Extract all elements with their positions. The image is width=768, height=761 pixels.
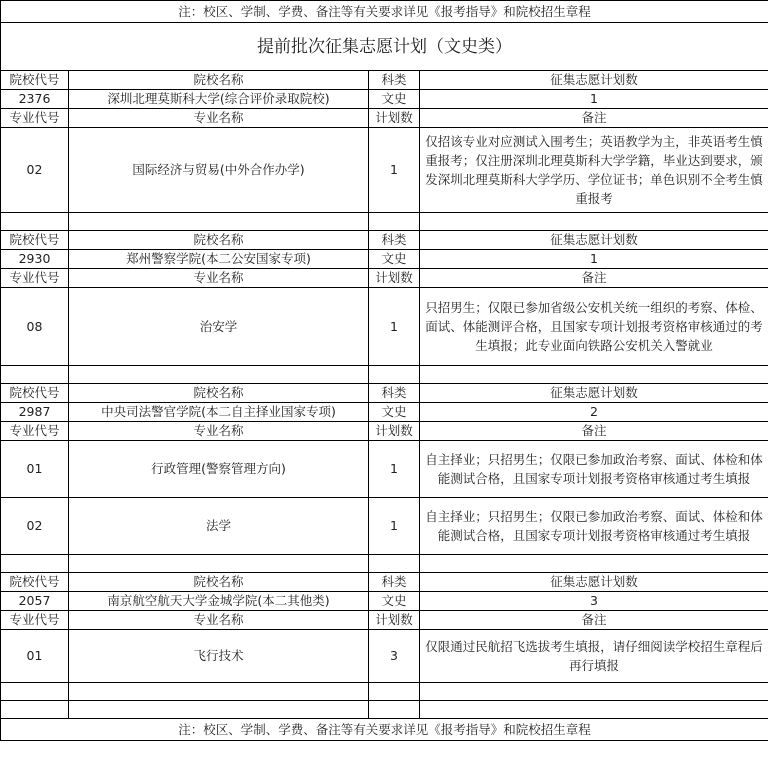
- major-remark: 自主择业；只招男生；仅限已参加政治考察、面试、体检和体能测试合格，且国家专项计划报考资格审核通过考生填报: [420, 441, 768, 498]
- school-name-header: 院校名称: [69, 231, 369, 250]
- major-code: 02: [1, 128, 69, 213]
- school-header-row: [1, 231, 768, 250]
- school-category: 文史: [369, 90, 420, 109]
- major-remark: 自主择业；只招男生；仅限已参加政治考察、面试、体检和体能测试合格，且国家专项计划报考资格审核通过考生填报: [420, 498, 768, 555]
- major-name-header: 专业名称: [69, 422, 369, 441]
- plan-header: 计划数: [369, 269, 420, 288]
- major-remark: 仅招该专业对应测试入围考生；英语教学为主，非英语考生慎重报考；仅注册深圳北理莫斯科大学学籍，毕业达到要求，颁发深圳北理莫斯科大学学历、学位证书；单色识别不全考生慎重报考: [420, 128, 768, 213]
- remark-header: 备注: [420, 269, 768, 288]
- major-name: 治安学: [69, 288, 369, 366]
- major-header-row: [1, 109, 768, 128]
- plan-header: 计划数: [369, 611, 420, 630]
- major-name-header: 专业名称: [69, 109, 369, 128]
- category-header: 科类: [369, 384, 420, 403]
- school-code: 2376: [1, 90, 69, 109]
- major-row: [1, 498, 768, 555]
- school-code: 2057: [1, 592, 69, 611]
- category-header: 科类: [369, 573, 420, 592]
- top-note: 注：校区、学制、学费、备注等有关要求详见《报考指导》和院校招生章程: [1, 1, 768, 23]
- remark-header: 备注: [420, 109, 768, 128]
- school-code-header: 院校代号: [1, 231, 69, 250]
- major-row: [1, 441, 768, 498]
- school-code: 2930: [1, 250, 69, 269]
- plan-count-header: 征集志愿计划数: [420, 384, 768, 403]
- major-remark: 仅限通过民航招飞选拔考生填报，请仔细阅读学校招生章程后再行填报: [420, 630, 768, 683]
- major-row: [1, 630, 768, 683]
- major-row: [1, 288, 768, 366]
- major-plan: 1: [369, 441, 420, 498]
- plan-header: 计划数: [369, 422, 420, 441]
- plan-count-header: 征集志愿计划数: [420, 231, 768, 250]
- school-category: 文史: [369, 403, 420, 422]
- school-row: [1, 592, 768, 611]
- spacer-row: [1, 701, 768, 719]
- school-row: [1, 90, 768, 109]
- school-row: [1, 250, 768, 269]
- school-name-header: 院校名称: [69, 384, 369, 403]
- school-name: 南京航空航天大学金城学院(本二其他类): [69, 592, 369, 611]
- major-header-row: [1, 269, 768, 288]
- major-name: 行政管理(警察管理方向): [69, 441, 369, 498]
- plan-header: 计划数: [369, 109, 420, 128]
- category-header: 科类: [369, 71, 420, 90]
- major-remark: 只招男生；仅限已参加省级公安机关统一组织的考察、体检、面试、体能测评合格，且国家专项计划报考资格审核通过的考生填报；此专业面向铁路公安机关入警就业: [420, 288, 768, 366]
- major-plan: 1: [369, 498, 420, 555]
- school-name-header: 院校名称: [69, 573, 369, 592]
- spacer-row: [1, 366, 768, 384]
- school-name: 中央司法警官学院(本二自主择业国家专项): [69, 403, 369, 422]
- school-plan: 3: [420, 592, 768, 611]
- major-row: [1, 128, 768, 213]
- major-code: 08: [1, 288, 69, 366]
- spacer-row: [1, 683, 768, 701]
- major-plan: 3: [369, 630, 420, 683]
- plan-count-header: 征集志愿计划数: [420, 71, 768, 90]
- major-code-header: 专业代号: [1, 269, 69, 288]
- major-code-header: 专业代号: [1, 611, 69, 630]
- page-title: 提前批次征集志愿计划（文史类）: [1, 23, 768, 71]
- school-code-header: 院校代号: [1, 573, 69, 592]
- school-plan: 2: [420, 403, 768, 422]
- remark-header: 备注: [420, 611, 768, 630]
- school-code: 2987: [1, 403, 69, 422]
- major-header-row: [1, 611, 768, 630]
- spacer-row: [1, 555, 768, 573]
- major-plan: 1: [369, 288, 420, 366]
- major-name: 国际经济与贸易(中外合作办学): [69, 128, 369, 213]
- major-name-header: 专业名称: [69, 269, 369, 288]
- major-code: 01: [1, 441, 69, 498]
- major-name-header: 专业名称: [69, 611, 369, 630]
- school-header-row: [1, 71, 768, 90]
- major-name: 飞行技术: [69, 630, 369, 683]
- major-header-row: [1, 422, 768, 441]
- major-name: 法学: [69, 498, 369, 555]
- plan-count-header: 征集志愿计划数: [420, 573, 768, 592]
- school-code-header: 院校代号: [1, 71, 69, 90]
- major-code-header: 专业代号: [1, 109, 69, 128]
- school-name: 深圳北理莫斯科大学(综合评价录取院校): [69, 90, 369, 109]
- school-header-row: [1, 573, 768, 592]
- category-header: 科类: [369, 231, 420, 250]
- spacer-row: [1, 213, 768, 231]
- major-code: 02: [1, 498, 69, 555]
- school-name-header: 院校名称: [69, 71, 369, 90]
- major-code: 01: [1, 630, 69, 683]
- remark-header: 备注: [420, 422, 768, 441]
- school-plan: 1: [420, 90, 768, 109]
- major-plan: 1: [369, 128, 420, 213]
- school-code-header: 院校代号: [1, 384, 69, 403]
- school-category: 文史: [369, 592, 420, 611]
- school-row: [1, 403, 768, 422]
- school-name: 郑州警察学院(本二公安国家专项): [69, 250, 369, 269]
- school-category: 文史: [369, 250, 420, 269]
- major-code-header: 专业代号: [1, 422, 69, 441]
- school-header-row: [1, 384, 768, 403]
- bottom-note: 注：校区、学制、学费、备注等有关要求详见《报考指导》和院校招生章程: [1, 719, 768, 741]
- school-plan: 1: [420, 250, 768, 269]
